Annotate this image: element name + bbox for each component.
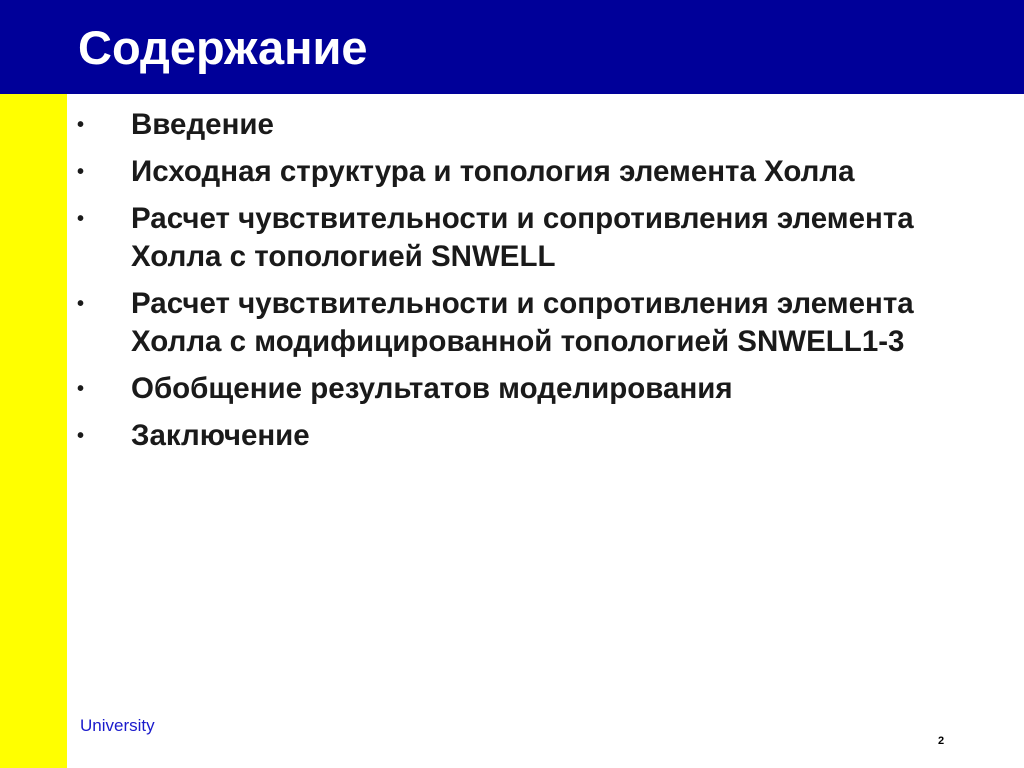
bullet-icon: • (77, 293, 85, 315)
list-item-text: Исходная структура и топология элемента Холла (131, 155, 855, 188)
list-item (77, 285, 957, 361)
contents-list (77, 106, 957, 464)
list-item-text: Заключение (131, 419, 310, 452)
bullet-icon: • (77, 378, 85, 400)
list-item (77, 370, 957, 408)
list-item-text: Введение (131, 108, 274, 141)
list-item (77, 106, 957, 144)
left-accent-stripe (0, 94, 67, 768)
slide-title: Содержание (78, 21, 368, 74)
footer-university-label: University (80, 716, 155, 735)
bullet-icon: • (77, 208, 85, 230)
list-item-text: Расчет чувствительности и сопротивления элемента Холла с топологией SNWELL (131, 202, 914, 273)
list-item-text: Расчет чувствительности и сопротивления элемента Холла с модифицированной топологией SNWELL1-3 (131, 287, 914, 358)
page-number: 2 (938, 735, 945, 747)
bullet-icon: • (77, 161, 85, 183)
list-item-text: Обобщение результатов моделирования (131, 372, 733, 405)
list-item (77, 200, 957, 276)
bullet-icon: • (77, 114, 85, 136)
list-item (77, 417, 957, 455)
bullet-icon: • (77, 425, 85, 447)
list-item (77, 153, 957, 191)
title-bar (0, 0, 1024, 94)
